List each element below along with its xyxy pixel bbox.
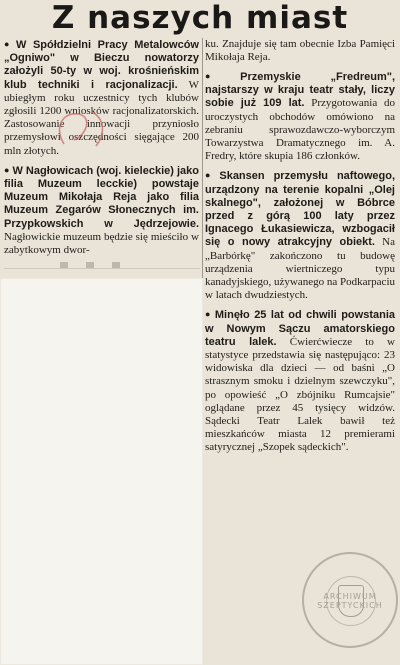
bullet-icon: ●: [205, 170, 217, 181]
news-lead: Skansen przemysłu naftowego, urządzony na terenie kopalni „Olej skalnego", założonej w Bóbrce przed z górą 100 laty przez Ignacego Łukasiewicza, wzbogacił się o nowy atrakcyjny obiekt.: [205, 170, 396, 249]
news-lead: W Spółdzielni Pracy Metalowców „Ogniwo" w Bieczu nowatorzy założyli 50-ty w woj. krośnieńskim klub techniki i racjonalizacji.: [4, 39, 199, 91]
news-lead: W Nagłowicach (woj. kieleckie) jako filia Muzeum lecckie) powstaje Muzeum Mikołaja Reja jako filia Muzeum Zegarów Słonecznych im. Przypkowskich w Jędrzejowie.: [4, 164, 200, 230]
rule-mark: [86, 262, 94, 268]
bullet-icon: ●: [4, 164, 10, 175]
news-lead: Przemyskie „Fredreum", najstarszy w kraju teatr stały, liczy sobie już 109 lat.: [205, 71, 396, 110]
news-item-naglowice: [4, 164, 199, 257]
blank-paper-area: [0, 278, 203, 665]
handwritten-mark-icon: [44, 104, 124, 152]
news-item-fredreum: [205, 70, 395, 163]
stamp-label: ARCHIWUM SZEPTYCKICH: [317, 592, 383, 610]
news-item-skansen: [205, 169, 395, 302]
right-column: [205, 70, 395, 461]
section-rule: [4, 268, 200, 269]
bullet-icon: ●: [205, 71, 238, 81]
archive-stamp: [302, 552, 398, 648]
news-text: W ubiegłym roku uczestnicy tych klubów zgłosili 1200 wniosków racjonalizatorskich. Zastosowanie innowacji przyniosło przemysłowi oszczędności sięgające 200 mln złotych.: [4, 78, 199, 157]
continuation-text: [205, 38, 395, 64]
news-text: Przygotowania do uroczystych obchodów omówiono na zebraniu sprawozdawczo-wyborczym Towarzystwa Dramatycznego im. A. Fredry, które skupia 186 członków.: [205, 97, 396, 163]
bullet-icon: ●: [4, 39, 13, 49]
headline: Z naszych miast: [51, 0, 349, 36]
news-text: Nagłowickie muzeum będzie się mieściło w zabytkowym dwor-: [4, 230, 199, 257]
news-lead: Minęło 25 lat od chwili powstania w Nowym Sączu amatorskiego teatru lalek.: [205, 309, 395, 348]
news-continuation: ku. Znajduje się tam obecnie Izba Pamięci Mikołaja Reja.: [205, 38, 395, 64]
rule-mark: [60, 262, 68, 268]
news-item-teatr-lalek: [205, 308, 395, 454]
news-text: Ćwierćwiecze to w statystyce przedstawia się następująco: 23 widowiska dla dzieci — od baśni „O strasznym smoku i dzielnym szewczyku", po opowieść „O zbójniku Rumcajsie" oglądane przez 45 tysięcy widzów. Sądecki Teatr Lalek bawił też mieszkańców miasta 12 premierami satyrycznej „Szopek sądeckich".: [205, 335, 395, 454]
news-text: Na „Barbórkę" zakończono tu budowę urządzenia wiertniczego typu kanadyjskiego, używanego na Podkarpaciu w latach dwudziestych.: [205, 236, 395, 302]
bullet-icon: ●: [205, 309, 212, 320]
rule-mark: [112, 262, 120, 268]
